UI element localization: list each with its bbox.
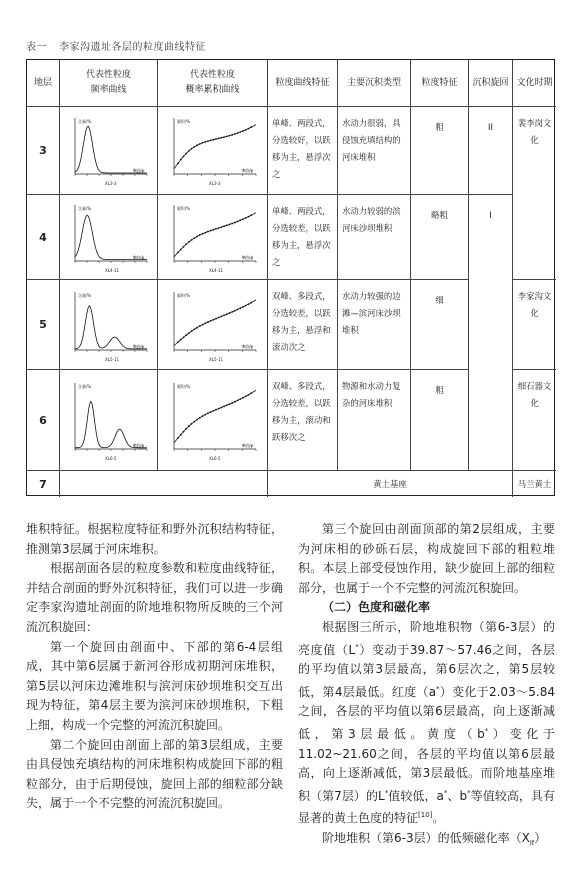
frequency-curve xyxy=(75,215,147,259)
culture-lijiagou: 李家沟文化 xyxy=(513,280,556,370)
cumulative-point xyxy=(193,328,195,330)
grain-5: 细 xyxy=(411,280,469,370)
cumulative-point xyxy=(210,320,212,322)
type-4: 水动力较弱的滨河床沙坝堆积 xyxy=(338,195,411,280)
cumulative-point xyxy=(215,138,217,140)
plot-sample-label: XL5-11 xyxy=(209,357,224,362)
cumulative-point xyxy=(231,223,233,225)
section-heading-color-magnetism: （二）色度和磁化率 xyxy=(322,600,431,615)
feature-6: 双峰、多段式，分选较差，以跃移为主，滚动和跃移次之 xyxy=(268,370,338,471)
cumulative-point xyxy=(199,417,201,419)
plot-sample-label: XL3-3 xyxy=(209,181,221,186)
cumulative-point xyxy=(202,142,204,144)
cumulative-point xyxy=(207,140,209,142)
cumulative-point xyxy=(239,307,241,309)
plot-axes xyxy=(174,118,256,174)
cumulative-point xyxy=(188,425,190,427)
cumulative-point xyxy=(223,225,225,227)
plot-xlabel: Φ值/φ xyxy=(242,344,254,349)
layer-3: 3 xyxy=(27,107,60,195)
table-title: 李家沟遗址各层的粒度曲线特征 xyxy=(59,42,206,53)
cumulative-point xyxy=(245,305,247,307)
cumulative-point xyxy=(191,148,193,150)
cumulative-point xyxy=(250,302,252,304)
freq-plot-3 xyxy=(63,112,155,190)
cumulative-point xyxy=(212,139,214,141)
plot-xlabel: Φ值/φ xyxy=(242,168,254,173)
cumulative-point xyxy=(212,410,214,412)
cycle-2: II xyxy=(469,107,513,195)
plot-axes xyxy=(174,205,256,261)
grain-3: 粗 xyxy=(411,107,469,195)
cumulative-point xyxy=(237,221,239,223)
cumulative-point xyxy=(180,159,182,161)
plot-ylabel: 累积/% xyxy=(177,206,191,211)
plot-axes xyxy=(174,292,256,350)
feature-4: 单峰、两段式，分选较差，以跃移为主，悬浮次之 xyxy=(268,195,338,280)
plot-xlabel: Φ值/φ xyxy=(242,443,254,448)
cumulative-point xyxy=(226,404,228,406)
cumulative-point xyxy=(180,249,182,251)
cumulative-point xyxy=(183,246,185,248)
culture-microlith: 细石器文化 xyxy=(513,370,556,471)
header-grain-feature: 粒度特征 xyxy=(411,60,469,107)
cumulative-point xyxy=(229,135,231,137)
cumulative-point xyxy=(180,339,182,341)
freq-plot-6 xyxy=(63,377,155,465)
plot-sample-label: XL3-3 xyxy=(105,181,117,186)
plot-ylabel: 含量/% xyxy=(78,206,92,211)
cumulative-point xyxy=(196,419,198,421)
cumulative-point xyxy=(221,137,223,139)
cumulative-point xyxy=(231,134,233,136)
cycle-1: I xyxy=(469,195,513,471)
cumulative-point xyxy=(248,128,250,130)
plot-ylabel: 含量/% xyxy=(78,119,92,124)
cumulative-point xyxy=(234,401,236,403)
cum-plot-6 xyxy=(162,377,264,465)
cumulative-point xyxy=(237,309,239,311)
cumulative-point xyxy=(218,227,220,229)
cum-plot-5 xyxy=(162,286,264,366)
cumulative-point xyxy=(202,415,204,417)
right-column xyxy=(298,520,555,854)
cumulative-point xyxy=(229,403,231,405)
plot-sample-label: XL6-5 xyxy=(209,456,221,461)
cumulative-point xyxy=(204,232,206,234)
cumulative-point xyxy=(188,332,190,334)
cumulative-point xyxy=(223,406,225,408)
loess-base: 黄土基座 xyxy=(268,471,513,497)
cumulative-point xyxy=(193,146,195,148)
cumulative-point xyxy=(185,243,187,245)
right-paragraph-1: 第三个旋回由剖面顶部的第2层组成，主要为河床相的砂砾石层，构成旋回下部的粗粒堆积。本层上部受侵蚀作用，缺少旋回上部的细粒部分，也属于一个不完整的河流沉积旋回。 xyxy=(298,522,555,595)
cumulative-point xyxy=(226,136,228,138)
frequency-curve xyxy=(75,126,147,173)
plot-xlabel: Φ值/φ xyxy=(133,443,145,448)
header-sediment-type: 主要沉积类型 xyxy=(338,60,411,107)
layer-7: 7 xyxy=(27,471,60,497)
cumulative-point xyxy=(204,322,206,324)
frequency-curve xyxy=(75,401,147,447)
cumulative-point xyxy=(185,153,187,155)
plot-sample-label: XL4-11 xyxy=(105,268,120,273)
cumulative-point xyxy=(185,428,187,430)
plot-ylabel: 累积/% xyxy=(177,293,191,298)
cumulative-point xyxy=(226,313,228,315)
cumulative-point xyxy=(207,321,209,323)
row7-blank xyxy=(60,471,268,497)
cumulative-point xyxy=(242,218,244,220)
plot-axes xyxy=(174,383,256,449)
cumulative-point xyxy=(191,330,193,332)
layer-4: 4 xyxy=(27,195,60,280)
cumulative-point xyxy=(207,412,209,414)
plot-xlabel: Φ值/φ xyxy=(242,255,254,260)
plot-xlabel: Φ值/φ xyxy=(133,255,145,260)
grain-4: 略粗 xyxy=(411,195,469,280)
cumulative-point xyxy=(218,138,220,140)
cumulative-point xyxy=(237,400,239,402)
cumulative-point xyxy=(210,411,212,413)
cumulative-point xyxy=(196,327,198,329)
table-caption xyxy=(26,38,206,53)
cumulative-point xyxy=(183,156,185,158)
cumulative-point xyxy=(248,303,250,305)
cumulative-point xyxy=(250,214,252,216)
header-layer: 地层 xyxy=(27,60,60,107)
cumulative-point xyxy=(239,398,241,400)
plot-sample-label: XL4-11 xyxy=(209,268,224,273)
cumulative-point xyxy=(177,162,179,164)
cumulative-point xyxy=(231,402,233,404)
plot-ylabel: 含量/% xyxy=(78,293,92,298)
type-5: 水动力较强的边滩—滨河床沙坝堆积 xyxy=(338,280,411,370)
cumulative-point xyxy=(239,219,241,221)
type-3: 水动力很弱，具侵蚀充填结构的河床堆积 xyxy=(338,107,411,195)
cumulative-point xyxy=(234,310,236,312)
left-paragraph-4: 第二个旋回由剖面上部的第3层组成，主要由具侵蚀充填结构的河床堆积构成旋回下部的粗粒部分，由于后期侵蚀，旋回上部的细粒部分缺失，属于一个不完整的河流沉积旋回。 xyxy=(26,737,283,811)
cumulative-point xyxy=(234,133,236,135)
cumulative-point xyxy=(215,318,217,320)
cumulative-point xyxy=(193,421,195,423)
cumulative-point xyxy=(226,224,228,226)
cumulative-point xyxy=(188,150,190,152)
cumulative-point xyxy=(248,394,250,396)
layer-5: 5 xyxy=(27,280,60,370)
cumulative-point xyxy=(237,132,239,134)
cumulative-point xyxy=(215,228,217,230)
plot-ylabel: 含量/% xyxy=(78,384,92,389)
header-cumulative-curve: 代表性粒度 概率累积曲线 xyxy=(158,60,268,107)
cumulative-point xyxy=(177,341,179,343)
table-number: 表一 xyxy=(26,42,47,53)
cumulative-point xyxy=(250,126,252,128)
plot-ylabel: 累积/% xyxy=(177,119,191,124)
header-cycle: 沉积旋回 xyxy=(469,60,513,107)
cumulative-point xyxy=(202,233,204,235)
cumulative-point xyxy=(212,229,214,231)
header-culture: 文化时期 xyxy=(513,60,556,107)
left-column xyxy=(26,520,283,814)
cumulative-point xyxy=(193,237,195,239)
frequency-curve xyxy=(75,306,147,349)
feature-5: 双峰、多段式，分选较差，以跃移为主，悬浮和滚动次之 xyxy=(268,280,338,370)
culture-malan-loess: 马兰黄土 xyxy=(517,479,552,489)
cumulative-point xyxy=(199,325,201,327)
cumulative-point xyxy=(218,408,220,410)
cumulative-point xyxy=(245,217,247,219)
cumulative-point xyxy=(191,239,193,241)
cumulative-point xyxy=(204,141,206,143)
left-paragraph-3: 第一个旋回由剖面中、下部的第6-4层组成，其中第6层属于新河谷形成初期河床堆积，第5层以河床边滩堆积与滨河床砂坝堆积交互出现为特征，第4层主要为滨河床砂坝堆积，下粗上细，构成一个完整的河流沉积旋回。 xyxy=(26,639,283,732)
cumulative-point xyxy=(242,130,244,132)
cumulative-point xyxy=(245,129,247,131)
cumulative-point xyxy=(204,414,206,416)
cumulative-point xyxy=(196,236,198,238)
cumulative-point xyxy=(196,144,198,146)
cumulative-point xyxy=(242,306,244,308)
cumulative-point xyxy=(248,216,250,218)
cumulative-point xyxy=(199,143,201,145)
header-curve-feature: 粒度曲线特征 xyxy=(268,60,338,107)
cumulative-point xyxy=(188,241,190,243)
right-paragraph-2: 根据图三所示，阶地堆积物（第6-3层）的亮度值（L*）变动于39.87～57.46之间，各层的平均值以第3层最高，第6层次之，第5层较低，第4层最低。红度（a*）变化于2.03～5.84之间，各层的平均值以第6层最高，向上逐渐减低，第3层最低。黄度（b*）变化于11.02~21.60之间，各层的平均值以第6层最高，向上逐渐减低，第3层最低。而阶地基座堆积（第7层）的L*值较低，a*、b*等值较高，具有显著的黄土色度的特征[10]。 xyxy=(298,619,555,826)
cumulative-point xyxy=(202,324,204,326)
header-frequency-curve: 代表性粒度 频率曲线 xyxy=(60,60,158,107)
cumulative-point xyxy=(185,334,187,336)
plot-xlabel: Φ值/φ xyxy=(133,344,145,349)
cumulative-point xyxy=(215,409,217,411)
grain-size-table xyxy=(26,59,555,496)
cumulative-point xyxy=(183,337,185,339)
cumulative-point xyxy=(221,316,223,318)
cum-plot-3 xyxy=(162,112,264,190)
cumulative-point xyxy=(223,314,225,316)
cumulative-point xyxy=(221,226,223,228)
cumulative-point xyxy=(229,312,231,314)
cumulative-point xyxy=(218,317,220,319)
cumulative-point xyxy=(210,230,212,232)
left-paragraph-1: 堆积特征。根据粒度特征和野外沉积结构特征，推测第3层属于河床堆积。 xyxy=(26,522,283,556)
cum-plot-4 xyxy=(162,199,264,277)
plot-axes xyxy=(75,118,147,174)
freq-plot-5 xyxy=(63,286,155,366)
right-paragraph-3: 阶地堆积（第6-3层）的低频磁化率$(X_{lf})$ xyxy=(322,830,547,848)
plot-xlabel: Φ值/φ xyxy=(133,168,145,173)
cumulative-point xyxy=(177,251,179,253)
cumulative-point xyxy=(180,434,182,436)
plot-sample-label: XL5-11 xyxy=(105,357,120,362)
cumulative-point xyxy=(239,131,241,133)
cumulative-point xyxy=(231,311,233,313)
freq-plot-4 xyxy=(63,199,155,277)
cumulative-point xyxy=(221,407,223,409)
citation-10: [10] xyxy=(418,811,433,820)
cumulative-point xyxy=(250,392,252,394)
cumulative-point xyxy=(229,224,231,226)
feature-3: 单峰、两段式，分选较好，以跃移为主，悬浮次之 xyxy=(268,107,338,195)
plot-axes xyxy=(75,383,147,449)
plot-sample-label: XL6-5 xyxy=(105,456,117,461)
cumulative-point xyxy=(210,140,212,142)
cumulative-point xyxy=(234,222,236,224)
cumulative-point xyxy=(212,319,214,321)
type-6: 物源和水动力复杂的河床堆积 xyxy=(338,370,411,471)
layer-6: 6 xyxy=(27,370,60,471)
cumulative-point xyxy=(177,437,179,439)
cumulative-point xyxy=(183,431,185,433)
plot-ylabel: 累积/% xyxy=(177,384,191,389)
cumulative-point xyxy=(199,234,201,236)
culture-peiligang: 裴李岗文化 xyxy=(513,107,556,280)
cumulative-point xyxy=(245,395,247,397)
plot-axes xyxy=(75,205,147,261)
left-paragraph-2: 根据剖面各层的粒度参数和粒度曲线特征，并结合剖面的野外沉积特征，我们可以进一步确定李家沟遗址剖面的阶地堆积物所反映的三个河流沉积旋回： xyxy=(26,561,283,634)
grain-6: 粗 xyxy=(411,370,469,471)
cumulative-point xyxy=(242,397,244,399)
cumulative-point xyxy=(207,231,209,233)
cumulative-point xyxy=(191,423,193,425)
cumulative-point xyxy=(223,136,225,138)
